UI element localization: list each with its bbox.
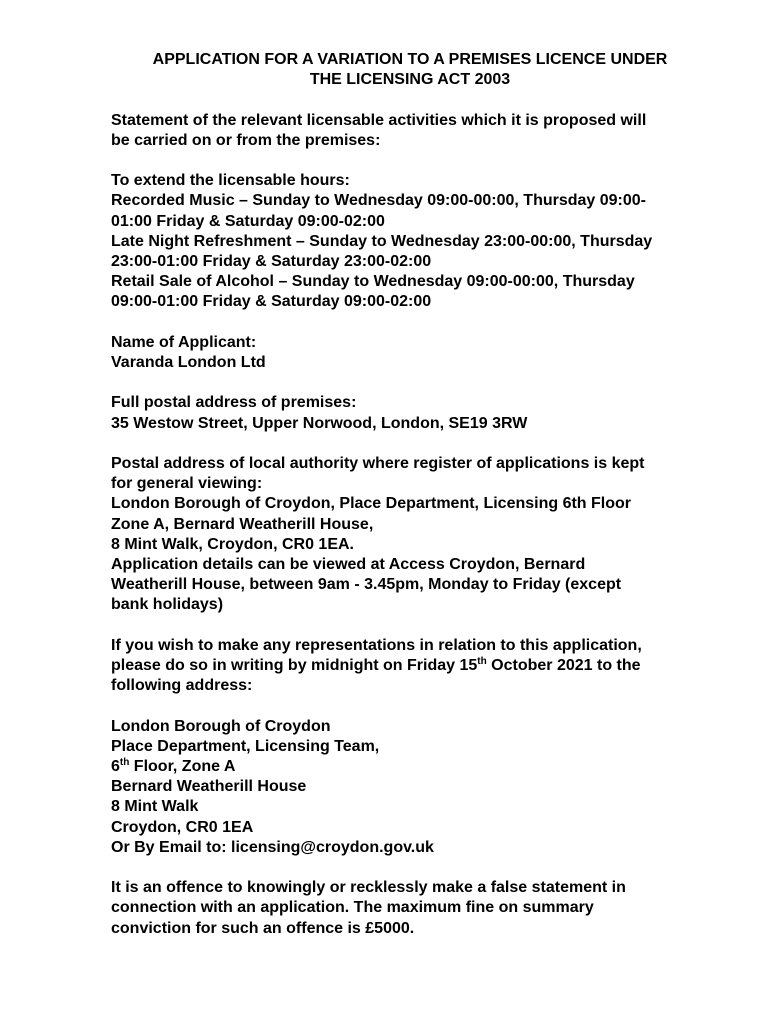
authority-text: Zone A, Bernard Weatherill House, (111, 515, 374, 533)
authority-text: 8 Mint Walk, Croydon, CR0 1EA. (111, 535, 354, 553)
document-page (111, 50, 731, 939)
representations-text (111, 656, 731, 676)
alcohol-sale-hours: Retail Sale of Alcohol – Sunday to Wednesday 09:00-00:00, Thursday (111, 273, 635, 291)
premises-label: Full postal address of premises: (111, 394, 357, 412)
offence-text: It is an offence to knowingly or recklessly make a false statement in (111, 879, 626, 897)
address-line (111, 757, 731, 777)
statement-section (111, 111, 731, 151)
contact-address-section (111, 717, 731, 858)
address-line: Bernard Weatherill House (111, 778, 307, 796)
title-line: APPLICATION FOR A VARIATION TO A PREMISES LICENCE UNDER (152, 51, 668, 68)
hours-section (111, 171, 731, 312)
address-line: Croydon, CR0 1EA (111, 818, 254, 836)
premises-address: 35 Westow Street, Upper Norwood, London, SE19 3RW (111, 414, 528, 432)
authority-section (111, 454, 731, 616)
offence-text: connection with an application. The maximum fine on summary (111, 899, 594, 917)
ordinal-suffix: th (477, 656, 487, 667)
authority-text: London Borough of Croydon, Place Department, Licensing 6th Floor (111, 495, 632, 513)
document-title (111, 50, 709, 90)
late-night-refreshment-hours: Late Night Refreshment – Sunday to Wednesday 23:00-00:00, Thursday (111, 232, 653, 250)
applicant-label: Name of Applicant: (111, 333, 257, 351)
recorded-music-hours: Recorded Music – Sunday to Wednesday 09:00-00:00, Thursday 09:00- (111, 192, 646, 210)
address-line-part: Floor, Zone A (129, 758, 236, 775)
recorded-music-hours: 01:00 Friday & Saturday 09:00-02:00 (111, 212, 385, 230)
ordinal-suffix: th (119, 757, 130, 768)
premises-section (111, 393, 731, 433)
alcohol-sale-hours: 09:00-01:00 Friday & Saturday 09:00-02:00 (111, 293, 432, 311)
statement-text: Statement of the relevant licensable activities which it is proposed will (111, 111, 647, 129)
authority-text: Postal address of local authority where register of applications is kept (111, 454, 645, 472)
email-line: Or By Email to: licensing@croydon.gov.uk (111, 838, 434, 856)
hours-heading: To extend the licensable hours: (111, 172, 350, 190)
title-line: THE LICENSING ACT 2003 (309, 71, 511, 89)
representations-text-part: October 2021 to the (486, 657, 641, 674)
applicant-name: Varanda London Ltd (111, 354, 266, 371)
late-night-refreshment-hours: 23:00-01:00 Friday & Saturday 23:00-02:00 (111, 253, 432, 270)
offence-notice (111, 878, 731, 939)
representations-text: following address: (111, 677, 253, 695)
representations-section (111, 636, 731, 697)
address-line-part: 6 (111, 758, 120, 775)
authority-text: bank holidays) (111, 596, 224, 614)
representations-text-part: please do so in writing by midnight on Friday 15 (111, 657, 478, 674)
authority-text: Weatherill House, between 9am - 3.45pm, Monday to Friday (except (111, 576, 622, 594)
authority-text: Application details can be viewed at Access Croydon, Bernard (111, 556, 586, 573)
representations-text: If you wish to make any representations in relation to this application, (111, 636, 642, 654)
address-line: 8 Mint Walk (111, 798, 199, 816)
offence-text: conviction for such an offence is £5000. (111, 919, 415, 937)
address-line: London Borough of Croydon (111, 717, 331, 735)
applicant-section (111, 333, 731, 373)
authority-text: for general viewing: (111, 475, 263, 493)
address-line: Place Department, Licensing Team, (111, 737, 380, 755)
statement-text: be carried on or from the premises: (111, 131, 381, 149)
